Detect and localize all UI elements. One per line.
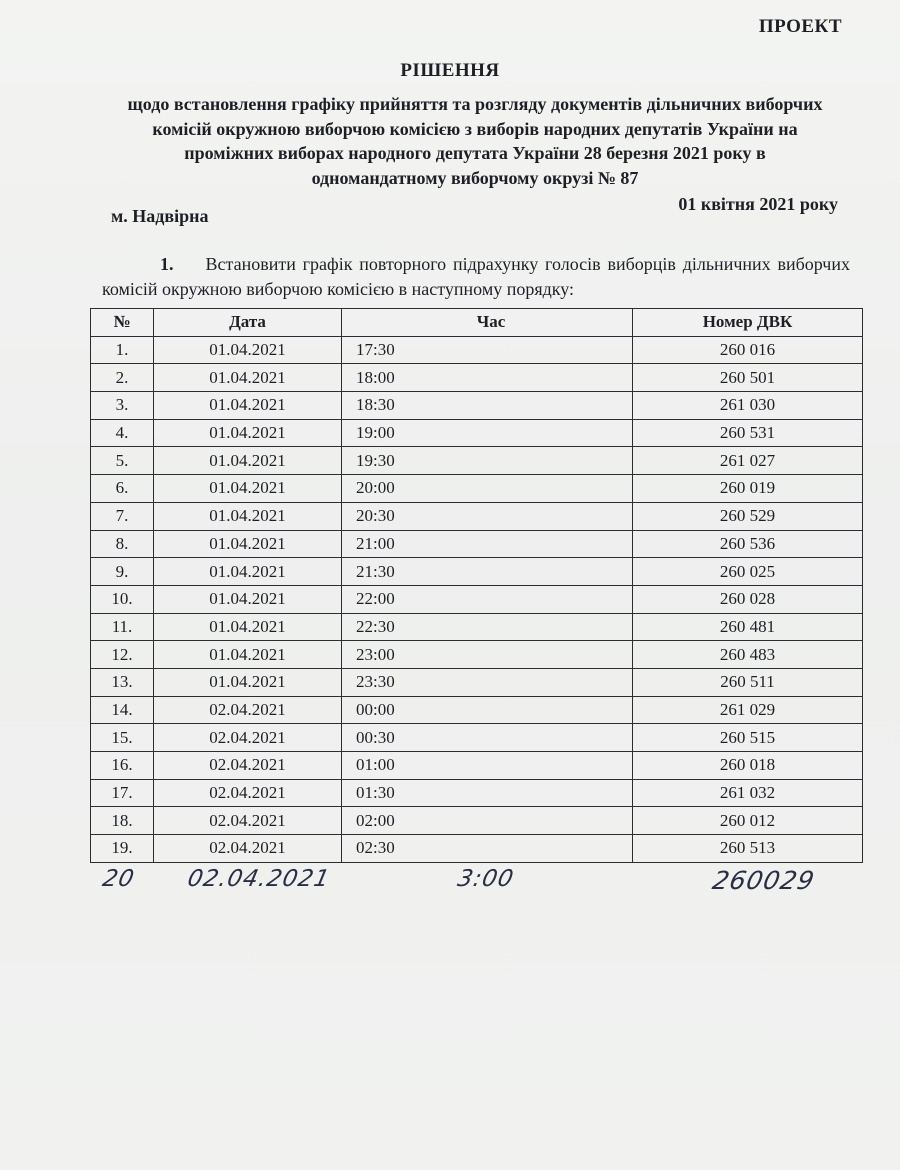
- cell-station: 260 025: [633, 558, 863, 586]
- cell-number: 8.: [91, 530, 154, 558]
- cell-number: 7.: [91, 502, 154, 530]
- cell-station: 260 513: [633, 835, 863, 863]
- cell-date: 02.04.2021: [154, 807, 342, 835]
- table-row: [91, 724, 863, 752]
- table-header-row: [91, 309, 863, 337]
- cell-number: 1.: [91, 336, 154, 364]
- cell-number: 9.: [91, 558, 154, 586]
- cell-time: 02:30: [342, 835, 633, 863]
- cell-time: 19:00: [342, 419, 633, 447]
- cell-station: 261 030: [633, 392, 863, 420]
- cell-number: 2.: [91, 364, 154, 392]
- document-title: РІШЕННЯ: [400, 60, 500, 81]
- cell-time: 19:30: [342, 447, 633, 475]
- cell-station: 260 501: [633, 364, 863, 392]
- cell-number: 5.: [91, 447, 154, 475]
- cell-station: 260 536: [633, 530, 863, 558]
- cell-station: 260 016: [633, 336, 863, 364]
- cell-number: 12.: [91, 641, 154, 669]
- table-row: [91, 641, 863, 669]
- paragraph-number: 1.: [160, 254, 174, 274]
- cell-date: 02.04.2021: [154, 752, 342, 780]
- cell-date: 01.04.2021: [154, 475, 342, 503]
- cell-number: 15.: [91, 724, 154, 752]
- table-row: [91, 752, 863, 780]
- cell-time: 18:00: [342, 364, 633, 392]
- cell-time: 22:00: [342, 585, 633, 613]
- paragraph-1: [102, 252, 850, 302]
- cell-number: 3.: [91, 392, 154, 420]
- table-row: [91, 392, 863, 420]
- handwritten-number: 20: [100, 866, 138, 892]
- cell-time: 21:00: [342, 530, 633, 558]
- table-row: [91, 585, 863, 613]
- cell-time: 01:30: [342, 779, 633, 807]
- cell-station: 260 511: [633, 668, 863, 696]
- cell-date: 01.04.2021: [154, 336, 342, 364]
- document-date: 01 квітня 2021 року: [678, 194, 838, 214]
- cell-date: 01.04.2021: [154, 558, 342, 586]
- column-header-time: Час: [342, 309, 633, 337]
- cell-time: 02:00: [342, 807, 633, 835]
- cell-time: 00:30: [342, 724, 633, 752]
- cell-time: 18:30: [342, 392, 633, 420]
- cell-number: 19.: [91, 835, 154, 863]
- paragraph-text: Встановити графік повторного підрахунку голосів виборців дільничних виборчих комісій окружною виборчою комісією в наступному порядку:: [102, 254, 850, 299]
- cell-date: 01.04.2021: [154, 419, 342, 447]
- cell-time: 01:00: [342, 752, 633, 780]
- cell-date: 01.04.2021: [154, 447, 342, 475]
- cell-station: 261 027: [633, 447, 863, 475]
- cell-time: 23:00: [342, 641, 633, 669]
- cell-date: 01.04.2021: [154, 668, 342, 696]
- column-header-station: Номер ДВК: [633, 309, 863, 337]
- cell-date: 01.04.2021: [154, 392, 342, 420]
- table-row: [91, 668, 863, 696]
- cell-date: 01.04.2021: [154, 502, 342, 530]
- cell-station: 261 032: [633, 779, 863, 807]
- table-row: [91, 779, 863, 807]
- cell-station: 260 028: [633, 585, 863, 613]
- cell-station: 260 012: [633, 807, 863, 835]
- subtitle-line: проміжних виборах народного депутата України 28 березня 2021 року в: [184, 143, 766, 163]
- cell-number: 14.: [91, 696, 154, 724]
- table-row: [91, 475, 863, 503]
- cell-number: 18.: [91, 807, 154, 835]
- table-body: [91, 336, 863, 862]
- cell-time: 00:00: [342, 696, 633, 724]
- handwritten-station: 260029: [709, 866, 818, 895]
- cell-station: 260 483: [633, 641, 863, 669]
- schedule-table: [90, 308, 863, 863]
- cell-station: 260 515: [633, 724, 863, 752]
- subtitle-line: комісій окружною виборчою комісією з виборів народних депутатів України на: [152, 118, 798, 139]
- column-header-number: №: [91, 309, 154, 337]
- table-row: [91, 558, 863, 586]
- table-row: [91, 807, 863, 835]
- table-row: [91, 447, 863, 475]
- cell-station: 260 018: [633, 752, 863, 780]
- cell-number: 4.: [91, 419, 154, 447]
- column-header-date: Дата: [154, 309, 342, 337]
- handwritten-date: 02.04.2021: [185, 866, 333, 892]
- table-row: [91, 835, 863, 863]
- cell-station: 260 019: [633, 475, 863, 503]
- handwritten-time: 3:00: [455, 866, 517, 892]
- cell-date: 01.04.2021: [154, 585, 342, 613]
- cell-time: 20:00: [342, 475, 633, 503]
- cell-time: 21:30: [342, 558, 633, 586]
- table-row: [91, 336, 863, 364]
- cell-time: 22:30: [342, 613, 633, 641]
- cell-number: 11.: [91, 613, 154, 641]
- table-row: [91, 613, 863, 641]
- cell-date: 02.04.2021: [154, 779, 342, 807]
- cell-station: 260 531: [633, 419, 863, 447]
- subtitle-line: одномандатному виборчому окрузі № 87: [311, 167, 639, 188]
- table-row: [91, 696, 863, 724]
- table-row: [91, 502, 863, 530]
- cell-number: 6.: [91, 475, 154, 503]
- table-row: [91, 364, 863, 392]
- cell-date: 02.04.2021: [154, 696, 342, 724]
- place-name: м. Надвірна: [111, 206, 209, 226]
- cell-date: 01.04.2021: [154, 364, 342, 392]
- cell-number: 10.: [91, 585, 154, 613]
- cell-date: 02.04.2021: [154, 835, 342, 863]
- cell-date: 01.04.2021: [154, 641, 342, 669]
- cell-date: 01.04.2021: [154, 530, 342, 558]
- cell-time: 20:30: [342, 502, 633, 530]
- cell-station: 260 529: [633, 502, 863, 530]
- cell-station: 260 481: [633, 613, 863, 641]
- cell-time: 23:30: [342, 668, 633, 696]
- cell-time: 17:30: [342, 336, 633, 364]
- cell-date: 01.04.2021: [154, 613, 342, 641]
- draft-stamp: ПРОЕКТ: [758, 16, 842, 37]
- cell-station: 261 029: [633, 696, 863, 724]
- subtitle-line: щодо встановлення графіку прийняття та розгляду документів дільничних виборчих: [127, 94, 823, 114]
- table-row: [91, 419, 863, 447]
- cell-number: 13.: [91, 668, 154, 696]
- cell-date: 02.04.2021: [154, 724, 342, 752]
- document-subtitle: [110, 92, 840, 190]
- table-row: [91, 530, 863, 558]
- cell-number: 16.: [91, 752, 154, 780]
- cell-number: 17.: [91, 779, 154, 807]
